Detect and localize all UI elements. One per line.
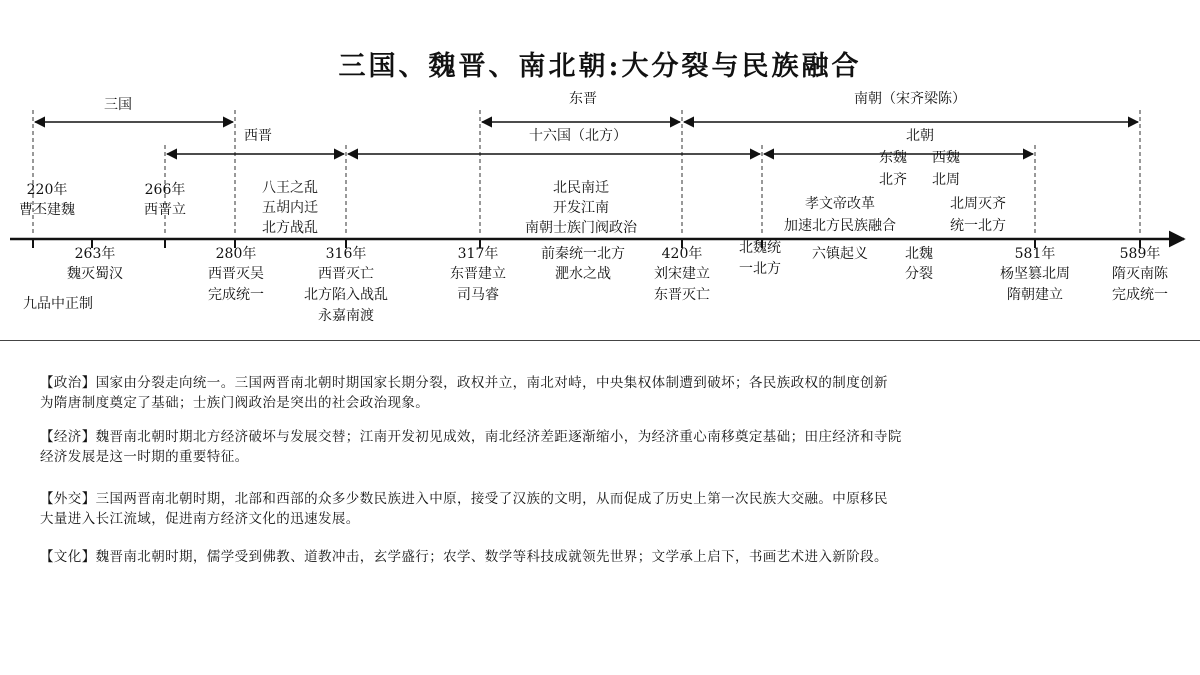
label-xiwei: 西魏 (932, 150, 960, 166)
xiaowen-1: 孝文帝改革 (805, 196, 875, 212)
label-dongwei: 东魏 (879, 150, 907, 166)
paragraph-economy (40, 427, 1130, 467)
beiwei-unify-2: 一北方 (739, 261, 781, 277)
paragraph-line: 大量进入长江流域，促进南方经济文化的迅速发展。 (40, 511, 360, 527)
label-beizhou: 北周 (932, 172, 960, 188)
beimin-1: 北民南迁 (553, 180, 609, 196)
label-nanchao: 南朝（宋齐梁陈） (854, 91, 966, 107)
paragraph-culture (40, 547, 1130, 567)
event-316-text-1: 西晋灭亡 (318, 266, 374, 282)
label-beiqi: 北齐 (879, 172, 907, 188)
event-589-year: 589年 (1119, 246, 1161, 262)
event-317-text-2: 司马睿 (457, 287, 499, 303)
section-divider (0, 340, 1200, 341)
beimin-2: 开发江南 (553, 200, 609, 216)
event-263-year: 263年 (74, 246, 116, 262)
xiaowen-2: 加速北方民族融合 (784, 218, 896, 234)
feishui-2: 淝水之战 (555, 266, 611, 282)
event-316-text-2: 北方陷入战乱 (304, 287, 388, 303)
paragraph-line: 【经济】魏晋南北朝时期北方经济破坏与发展交替；江南开发初见成效，南北经济差距逐渐缩小，为经济重心南移奠定基础；田庄经济和寺院 (40, 429, 902, 445)
beiwei-split-2: 分裂 (905, 266, 933, 282)
beiwei-unify-1: 北魏统 (739, 240, 781, 256)
label-sanguo: 三国 (104, 97, 132, 113)
xijin-chaos-3: 北方战乱 (262, 220, 318, 236)
paragraph-line: 【文化】魏晋南北朝时期，儒学受到佛教、道教冲击，玄学盛行；农学、数学等科技成就领先世界；文学承上启下，书画艺术进入新阶段。 (40, 549, 888, 565)
event-266-text: 西晋立 (144, 202, 186, 218)
label-beichao: 北朝 (906, 128, 934, 144)
xijin-chaos-2: 五胡内迁 (262, 200, 318, 216)
paragraph-politics (40, 373, 1130, 413)
beimin-3: 南朝士族门阀政治 (525, 220, 637, 236)
event-581-text-1: 杨坚篡北周 (1000, 266, 1070, 282)
label-shiliuguo: 十六国（北方） (529, 128, 627, 144)
event-316-year: 316年 (325, 246, 367, 262)
paragraph-line: 【外交】三国两晋南北朝时期，北部和西部的众多少数民族进入中原，接受了汉族的文明，从而促成了历史上第一次民族大交融。中原移民 (40, 491, 888, 507)
event-220-year: 220年 (26, 182, 68, 198)
paragraph-line: 为隋唐制度奠定了基础；士族门阀政治是突出的社会政治现象。 (40, 395, 430, 411)
event-420-year: 420年 (661, 246, 703, 262)
event-420-text-1: 刘宋建立 (654, 266, 710, 282)
event-316-text-3: 永嘉南渡 (318, 308, 374, 324)
paragraph-line: 【政治】国家由分裂走向统一。三国两晋南北朝时期国家长期分裂，政权并立，南北对峙，中央集权体制遭到破坏；各民族政权的制度创新 (40, 375, 888, 391)
liuzhen: 六镇起义 (812, 246, 868, 262)
event-280-year: 280年 (215, 246, 257, 262)
event-317-year: 317年 (457, 246, 499, 262)
beizhou-qi-2: 统一北方 (950, 218, 1006, 234)
jiupin: 九品中正制 (23, 296, 93, 312)
event-317-text-1: 东晋建立 (450, 266, 506, 282)
event-280-text-1: 西晋灭吴 (208, 266, 264, 282)
event-589-text-2: 完成统一 (1112, 287, 1168, 303)
feishui-1: 前秦统一北方 (541, 246, 625, 262)
beiwei-split-1: 北魏 (905, 246, 933, 262)
event-220-text: 曹丕建魏 (19, 202, 75, 218)
xijin-chaos-1: 八王之乱 (262, 180, 318, 196)
event-581-year: 581年 (1014, 246, 1056, 262)
label-dongjin: 东晋 (569, 91, 597, 107)
label-xijin: 西晋 (244, 128, 272, 144)
event-263-text: 魏灭蜀汉 (67, 266, 123, 282)
event-420-text-2: 东晋灭亡 (654, 287, 710, 303)
event-589-text-1: 隋灭南陈 (1112, 266, 1168, 282)
event-581-text-2: 隋朝建立 (1007, 287, 1063, 303)
paragraph-line: 经济发展是这一时期的重要特征。 (40, 449, 249, 465)
page-title: 三国、魏晋、南北朝:大分裂与民族融合 (338, 51, 862, 82)
beizhou-qi-1: 北周灭齐 (950, 196, 1006, 212)
event-280-text-2: 完成统一 (208, 287, 264, 303)
event-266-year: 266年 (144, 182, 186, 198)
paragraph-diplomacy (40, 489, 1130, 529)
